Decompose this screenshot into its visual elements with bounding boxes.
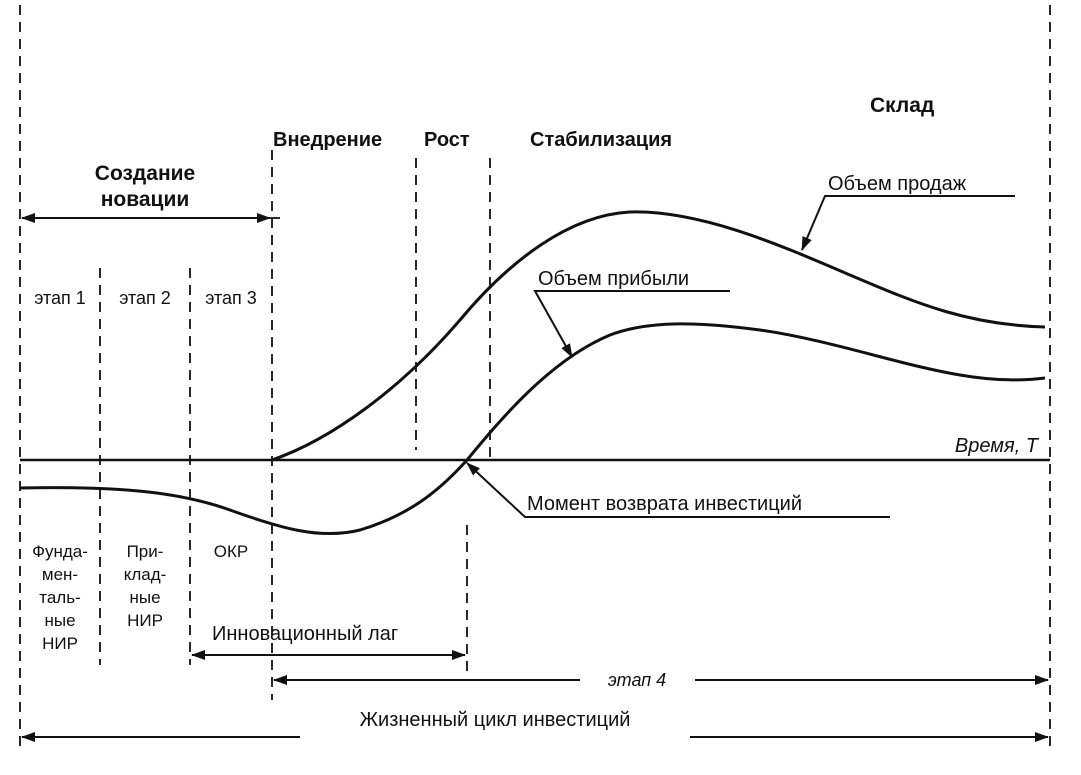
stage2-label: этап 2 bbox=[119, 288, 171, 308]
fundamental-line: мен- bbox=[41, 565, 79, 584]
applied-research-label bbox=[124, 542, 167, 630]
sales-volume-curve bbox=[272, 212, 1045, 460]
growth-title: Рост bbox=[424, 129, 470, 151]
payback-moment-label: Момент возврата инвестиций bbox=[527, 493, 803, 515]
okr-label: ОКР bbox=[213, 542, 249, 561]
fundamental-research-label bbox=[32, 542, 88, 653]
applied-line: ные bbox=[129, 588, 161, 607]
fundamental-line: Фунда- bbox=[32, 542, 88, 561]
stage1-label: этап 1 bbox=[34, 288, 86, 308]
innovation-lag-label: Инновационный лаг bbox=[212, 623, 399, 645]
fundamental-line: НИР bbox=[42, 634, 78, 653]
stage4-label: этап 4 bbox=[607, 670, 667, 690]
time-axis-label: Время, Т bbox=[954, 435, 1038, 457]
sales-volume-label: Объем продаж bbox=[828, 173, 967, 195]
warehouse-title: Склад bbox=[870, 94, 935, 117]
applied-line: При- bbox=[126, 542, 164, 561]
profit-volume-label: Объем прибыли bbox=[538, 268, 690, 290]
stabilization-title: Стабилизация bbox=[530, 129, 673, 151]
fundamental-line: ные bbox=[44, 611, 76, 630]
fundamental-line: таль- bbox=[39, 588, 81, 607]
life-cycle-label: Жизненный цикл инвестиций bbox=[359, 709, 631, 731]
applied-line: клад- bbox=[123, 565, 167, 584]
sales-leader-line bbox=[802, 196, 1015, 250]
creation-title-line2: новации bbox=[100, 188, 190, 211]
stage3-label: этап 3 bbox=[205, 288, 257, 308]
creation-title-line1: Создание bbox=[94, 162, 196, 185]
introduction-title: Внедрение bbox=[273, 129, 383, 151]
applied-line: НИР bbox=[127, 611, 163, 630]
